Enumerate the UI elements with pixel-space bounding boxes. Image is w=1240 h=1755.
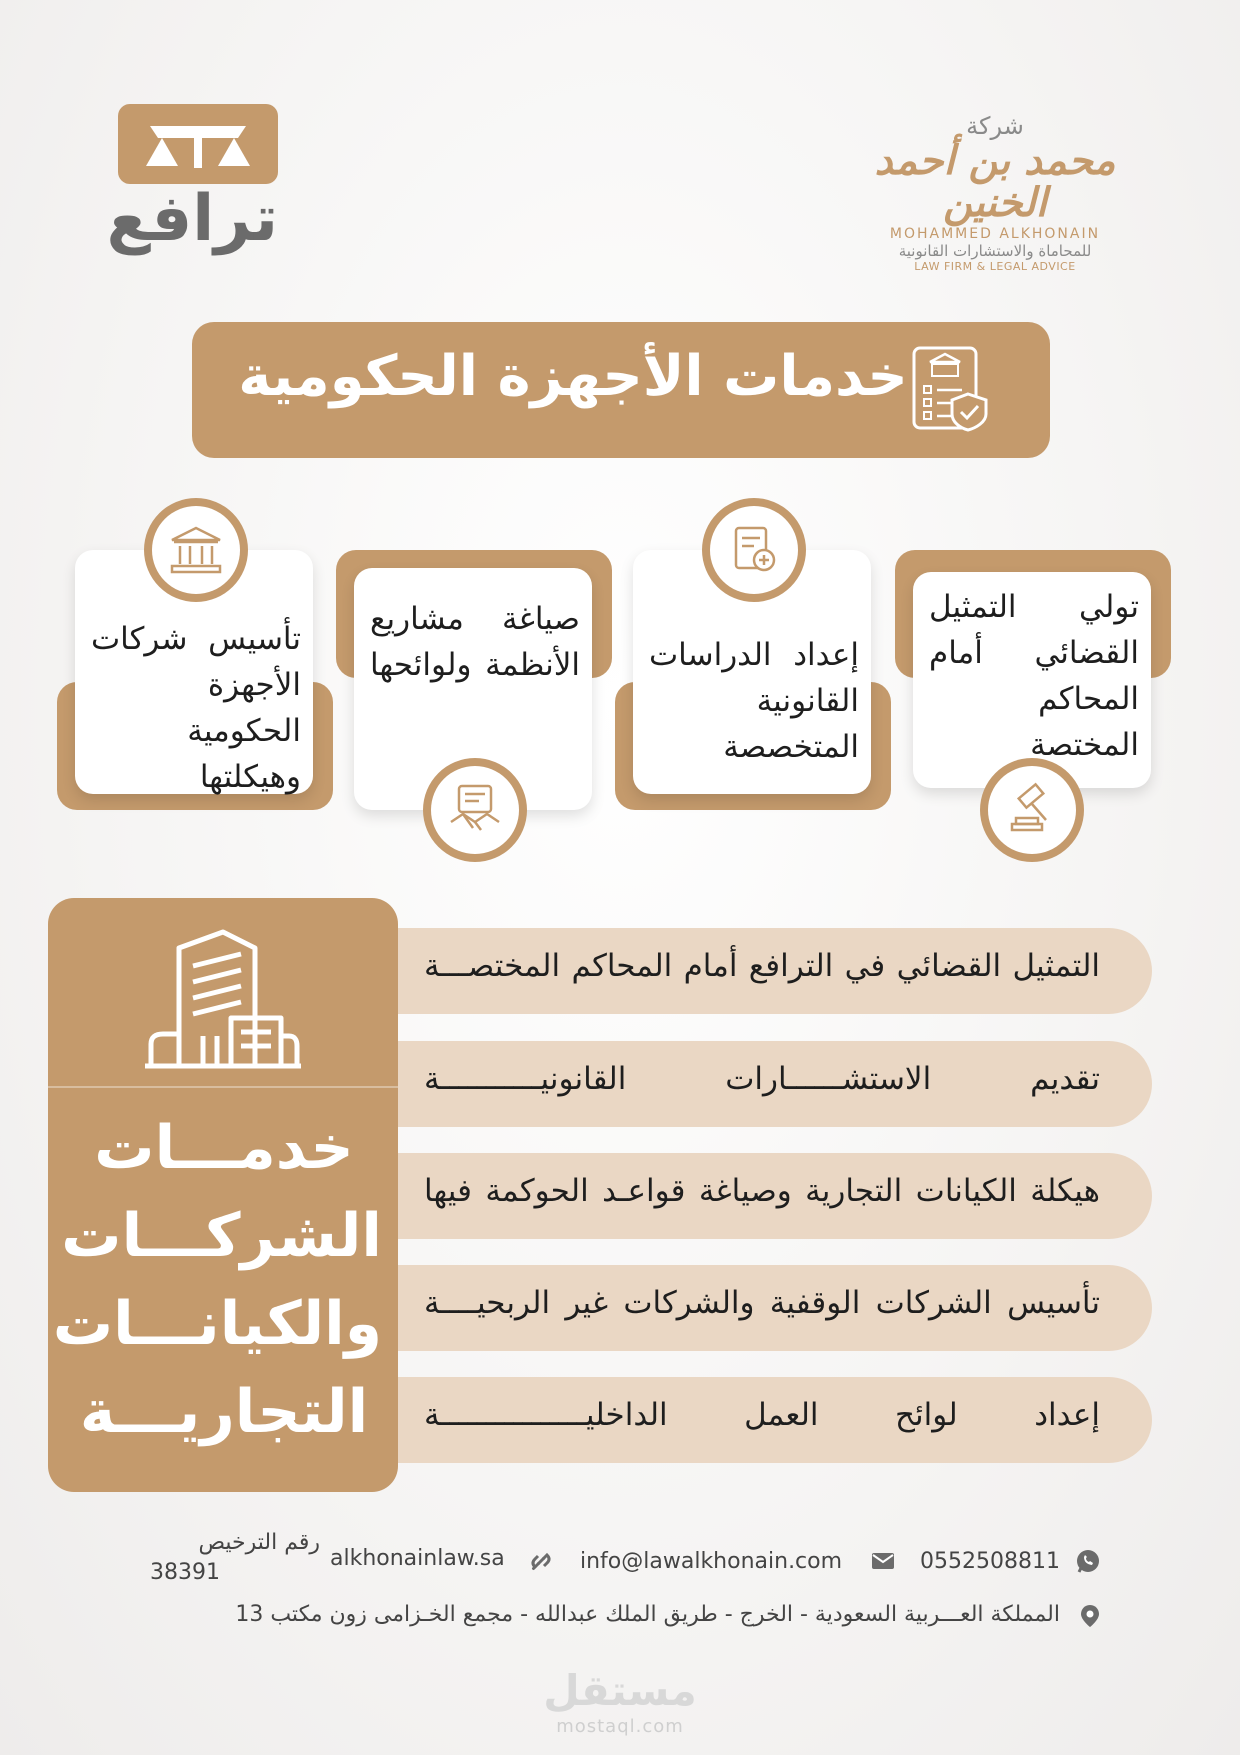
title-line: والكيانـــات <box>52 1289 382 1359</box>
company-service-text: إعداد لوائح العمل الداخليــــــــــــــــة <box>424 1397 1100 1433</box>
gov-card-3 <box>336 550 612 810</box>
company-service-text: هيكلة الكيانات التجارية وصياغة قواعـد الحوكمة فيها <box>424 1173 1100 1209</box>
footer-website[interactable]: alkhonainlaw.sa <box>330 1546 505 1571</box>
document-checklist-icon <box>910 344 992 434</box>
gov-card-text: تأسيس شركات الأجهزة الحكومية وهيكلتها <box>91 621 301 795</box>
email-icon <box>870 1548 896 1574</box>
title-line: التجاريـــة <box>79 1377 369 1447</box>
company-service-row <box>398 1265 1152 1351</box>
link-icon <box>528 1548 554 1574</box>
legal-document-icon <box>702 498 806 602</box>
license-number: 38391 <box>150 1560 220 1585</box>
gov-services-banner <box>192 322 1050 458</box>
company-services-title <box>52 1104 382 1456</box>
firm-arabic-subtitle: للمحاماة والاستشارات القانونية <box>898 242 1092 260</box>
firm-arabic-name: محمد بن أحمد الخنين <box>874 137 1116 226</box>
footer-address: المملكة العـــربية السعودية - الخرج - طريق الملك عبدالله - مجمع الخـزامى زون مكتب 13 <box>235 1602 1060 1627</box>
footer-license <box>150 1530 320 1585</box>
company-service-row <box>398 928 1152 1014</box>
license-label: رقم الترخيص <box>198 1530 320 1555</box>
handshake-contract-icon <box>423 758 527 862</box>
whatsapp-icon <box>1075 1548 1101 1574</box>
trafa-wordmark: ترافع <box>106 182 278 256</box>
company-service-text: تأسيس الشركات الوقفية والشركات غير الربحيــــة <box>424 1285 1100 1321</box>
title-line: الشركـــات <box>61 1201 382 1271</box>
trafa-logo <box>106 104 286 274</box>
footer-email[interactable]: info@lawalkhonain.com <box>580 1549 843 1574</box>
footer-phone[interactable]: 0552508811 <box>920 1549 1060 1574</box>
office-building-icon <box>143 926 303 1074</box>
gavel-icon <box>980 758 1084 862</box>
government-building-icon <box>144 498 248 602</box>
panel-divider <box>48 1086 398 1088</box>
gov-card-4 <box>57 550 333 810</box>
firm-logo <box>860 112 1130 273</box>
gov-card-1 <box>895 550 1171 810</box>
gov-card-text: صياغة مشاريع الأنظمة ولوائحها <box>370 601 580 683</box>
gov-services-title: خدمات الأجهزة الحكومية <box>238 344 908 409</box>
company-service-text: تقديم الاستشــــــارات القانونيـــــــــــة <box>424 1061 1100 1097</box>
company-service-row <box>398 1377 1152 1463</box>
gov-card-text: إعداد الدراسات القانونية المتخصصة <box>649 637 859 765</box>
watermark-latin: mostaql.com <box>556 1716 684 1737</box>
title-line: خدمـــات <box>94 1113 354 1183</box>
company-service-row <box>398 1041 1152 1127</box>
company-service-text: التمثيل القضائي في الترافع أمام المحاكم المختصـــة <box>424 948 1100 984</box>
firm-english-name: MOHAMMED ALKHONAIN <box>889 226 1101 242</box>
firm-prefix: شركة <box>966 112 1024 140</box>
firm-english-subtitle: LAW FIRM & LEGAL ADVICE <box>914 260 1076 273</box>
company-services-panel <box>48 898 398 1492</box>
location-pin-icon <box>1077 1603 1103 1629</box>
gov-card-2 <box>615 550 891 810</box>
company-service-row <box>398 1153 1152 1239</box>
watermark-arabic: مستقل <box>543 1666 697 1715</box>
gov-card-text: تولي التمثيل القضائي أمام المحاكم المختصة <box>929 589 1139 763</box>
